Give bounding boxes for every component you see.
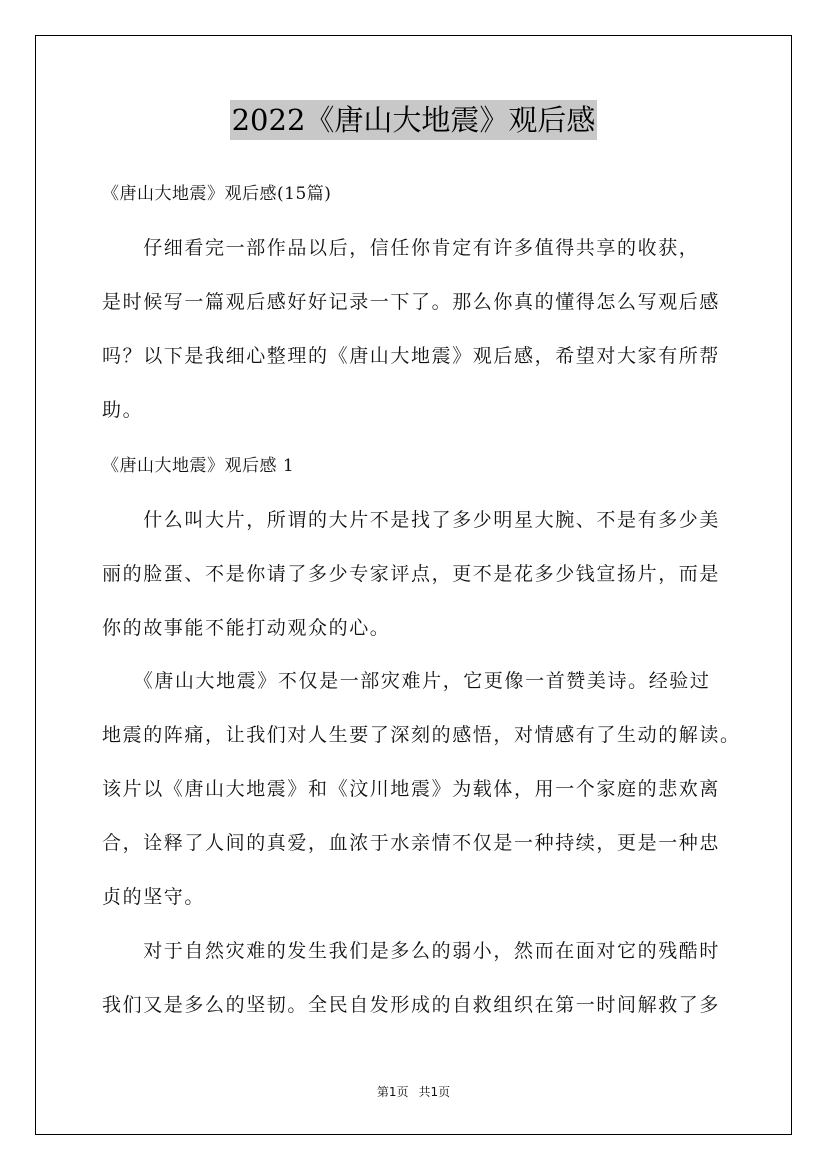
body-line: 丽的脸蛋、不是你请了多少专家评点，更不是花多少钱宣扬片，而是 bbox=[102, 563, 721, 585]
page-footer bbox=[0, 1083, 827, 1101]
body-line: 我们又是多么的坚韧。全民自发形成的自救组织在第一时间解救了多 bbox=[102, 994, 721, 1016]
page-number: 第1页 bbox=[376, 1085, 409, 1099]
intro-line: 是时候写一篇观后感好好记录一下了。那么你真的懂得怎么写观后感 bbox=[102, 291, 721, 313]
intro-line: 吗？以下是我细心整理的《唐山大地震》观后感，希望对大家有所帮 bbox=[102, 345, 721, 367]
body-line: 地震的阵痛，让我们对人生要了深刻的感悟，对情感有了生动的解读。 bbox=[102, 724, 741, 746]
body-line: 对于自然灾难的发生我们是多么的弱小，然而在面对它的残酷时 bbox=[102, 940, 721, 962]
intro-line: 仔细看完一部作品以后，信任你肯定有许多值得共享的收获， bbox=[102, 237, 700, 259]
section-heading: 《唐山大地震》观后感 1 bbox=[102, 456, 295, 476]
document-heading: 《唐山大地震》观后感(15篇) bbox=[102, 184, 332, 204]
body-line: 你的故事能不能打动观众的心。 bbox=[102, 617, 391, 639]
page-total: 共1页 bbox=[418, 1085, 451, 1099]
intro-line: 助。 bbox=[102, 399, 144, 421]
body-line: 合，诠释了人间的真爱，血浓于水亲情不仅是一种持续，更是一种忠 bbox=[102, 832, 721, 854]
body-line: 什么叫大片，所谓的大片不是找了多少明星大腕、不是有多少美 bbox=[102, 509, 721, 531]
body-line: 《唐山大地震》不仅是一部灾难片，它更像一首赞美诗。经验过 bbox=[102, 670, 711, 692]
body-line: 该片以《唐山大地震》和《汶川地震》为载体，用一个家庭的悲欢离 bbox=[102, 778, 721, 800]
body-line: 贞的坚守。 bbox=[102, 886, 206, 908]
document-title: 2022《唐山大地震》观后感 bbox=[230, 100, 598, 140]
document-title-container bbox=[0, 100, 827, 140]
